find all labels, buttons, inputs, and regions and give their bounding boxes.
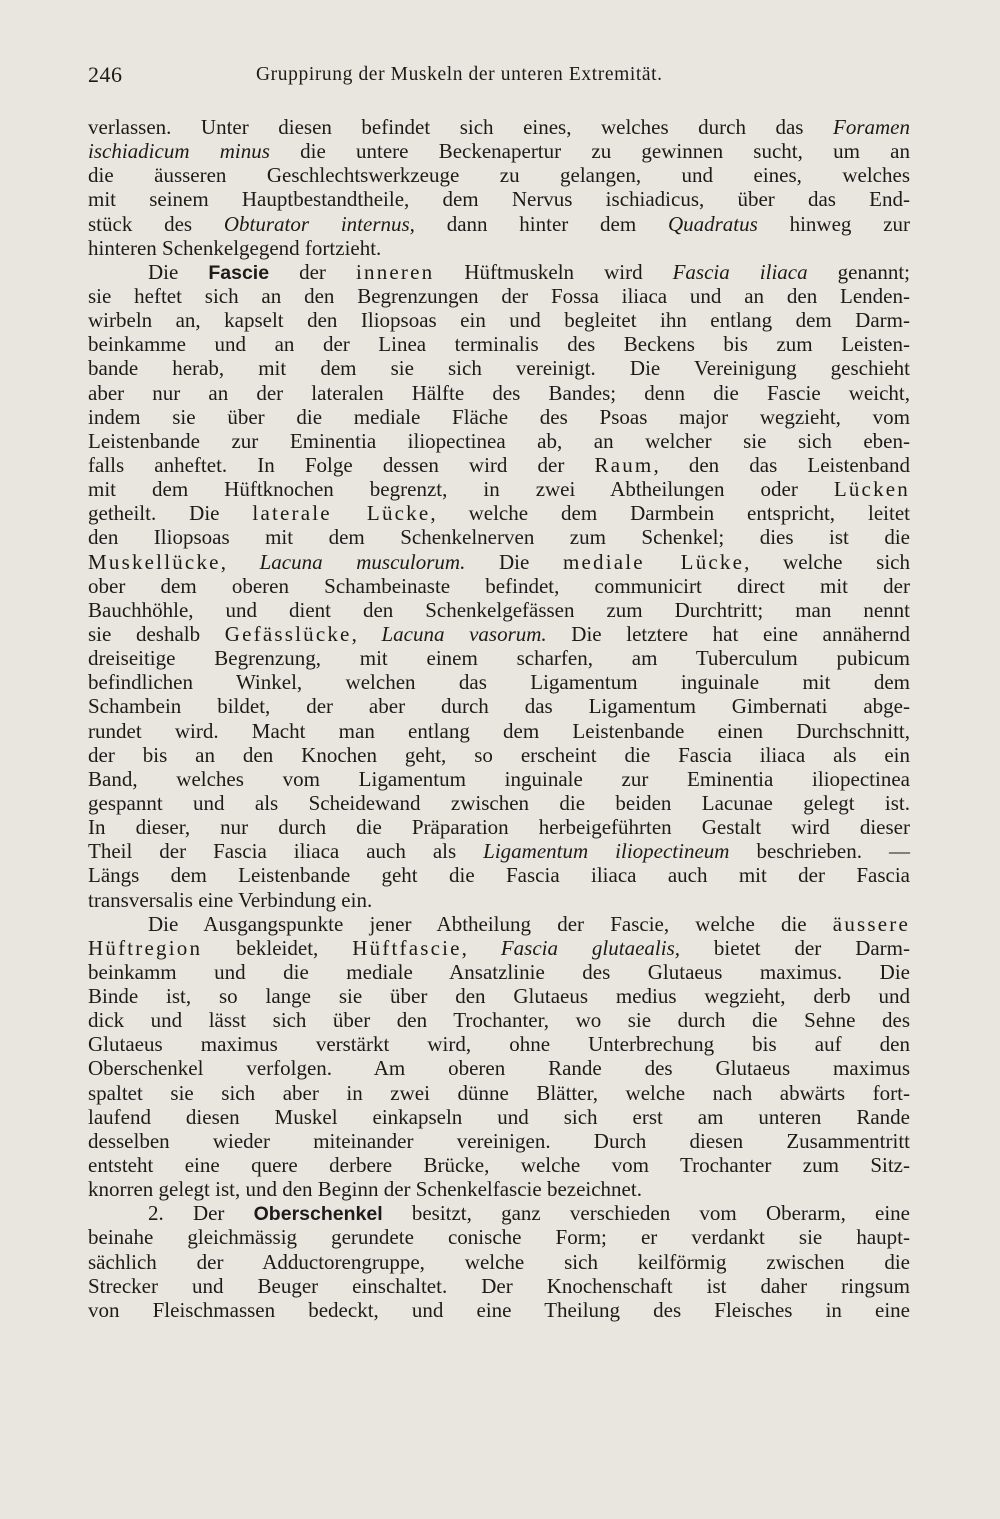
text-line (88, 670, 910, 694)
bold-term: Oberschenkel (253, 1203, 383, 1226)
spaced-term: inneren (355, 259, 435, 284)
text-line (88, 574, 910, 598)
text-line (88, 356, 910, 380)
text-line (88, 936, 910, 960)
spaced-term: Muskellücke (88, 549, 221, 574)
text-run: Die Ausgangspunkte jener Abtheilung der Fascie, welche die (148, 911, 833, 936)
text-run: , den das Leistenband (653, 452, 910, 477)
italic-term: Fascia glutaealis, (500, 935, 680, 960)
italic-term: Quadratus (667, 211, 758, 236)
text-run: transversalis eine Verbindung ein. (88, 887, 373, 912)
text-line (88, 1250, 910, 1274)
text-run: laufend diesen Muskel einkapseln und sich erst am unteren Rande (88, 1104, 910, 1129)
spaced-term: äussere (832, 911, 910, 936)
text-line (88, 743, 910, 767)
text-run: stück des (88, 211, 224, 236)
bold-term: Fascie (208, 261, 270, 284)
text-run: beinkamme und an der Linea terminalis des Beckens bis zum Leisten- (88, 332, 910, 357)
spaced-term: Hüftfascie (352, 935, 462, 960)
spaced-term: Hüftregion (88, 935, 203, 960)
text-run: indem sie über die mediale Fläche des Psoas major wegzieht, vom (88, 404, 910, 429)
text-run: dreiseitige Begrenzung, mit einem scharfen, am Tuberculum pubicum (88, 646, 910, 671)
spaced-term: Raum (594, 452, 654, 477)
text-run: die untere Beckenapertur zu gewinnen sucht, um an (269, 139, 910, 164)
text-line (88, 381, 910, 405)
text-run: , welche sich (744, 549, 910, 574)
text-run: hinteren Schenkelgegend fortzieht. (88, 235, 382, 260)
text-run: Schambein bildet, der aber durch das Ligamentum Gimbernati abge- (88, 694, 910, 719)
text-line (88, 694, 910, 718)
text-run: , (220, 549, 260, 574)
text-line (88, 453, 910, 477)
text-run: knorren gelegt ist, und den Beginn der Schenkelfascie bezeichnet. (88, 1177, 642, 1202)
text-line (88, 115, 910, 139)
text-run: beschrieben. — (729, 839, 910, 864)
text-line (88, 839, 910, 863)
text-run: bande herab, mit dem sie sich vereinigt. Die Vereinigung geschieht (88, 356, 910, 381)
spaced-term: Lücken (833, 477, 910, 502)
text-run: dick und lässt sich über den Trochanter, wo sie durch die Sehne des (88, 1008, 910, 1033)
text-run: hinweg zur (757, 211, 911, 236)
text-run: verlassen. Unter diesen befindet sich eines, welches durch das (88, 115, 833, 139)
text-line (88, 236, 910, 260)
text-line (88, 501, 910, 525)
text-run: sächlich der Adductorengruppe, welche sich keilförmig zwischen die (88, 1249, 910, 1274)
text-run: bietet der Darm- (680, 935, 910, 960)
text-run: ober dem oberen Schambeinaste befindet, communicirt direct mit der (88, 573, 910, 598)
text-line (88, 212, 910, 236)
text-run: von Fleischmassen bedeckt, und eine Theilung des Fleisches in eine (88, 1297, 910, 1322)
text-line (88, 1105, 910, 1129)
text-run: , (351, 621, 382, 646)
text-run: der bis an den Knochen geht, so erscheint die Fascia iliaca als ein (88, 742, 910, 767)
text-run: Bauchhöhle, und dient den Schenkelgefässen zum Durchtritt; man nennt (88, 597, 910, 622)
running-head: Gruppirung der Muskeln der unteren Extremität. (256, 64, 663, 85)
text-run: befindlichen Winkel, welchen das Ligamentum inguinale mit dem (88, 670, 910, 695)
text-line (88, 1177, 910, 1201)
text-run: sie heftet sich an den Begrenzungen der Fossa iliaca und an den Lenden- (88, 283, 910, 308)
text-line (88, 646, 910, 670)
text-line (88, 1081, 910, 1105)
text-line (88, 719, 910, 743)
text-run: entsteht eine quere derbere Brücke, welche vom Trochanter zum Sitz- (88, 1153, 910, 1178)
text-run: Leistenbande zur Eminentia iliopectinea ab, an welcher sie sich eben- (88, 428, 910, 453)
text-run: 2. Der (148, 1201, 254, 1226)
text-line (88, 139, 910, 163)
text-run: Die (148, 259, 209, 284)
page-number: 246 (88, 62, 123, 87)
text-line (88, 1056, 910, 1080)
text-run: desselben wieder miteinander vereinigen. Durch diesen Zusammentritt (88, 1128, 910, 1153)
text-line (88, 550, 910, 574)
text-run: mit seinem Hauptbestandtheile, dem Nervus ischiadicus, über das End- (88, 187, 910, 212)
text-run: Längs dem Leistenbande geht die Fascia iliaca auch mit der Fascia (88, 863, 910, 888)
text-line (88, 1129, 910, 1153)
text-run: mit dem Hüftknochen begrenzt, in zwei Abtheilungen oder (88, 477, 834, 502)
text-run: der (269, 259, 356, 284)
text-line (88, 984, 910, 1008)
text-run: Binde ist, so lange sie über den Glutaeus medius wegzieht, derb und (88, 984, 910, 1009)
text-line (88, 332, 910, 356)
italic-term: ischiadicum minus (88, 139, 270, 164)
text-line (88, 960, 910, 984)
text-line (88, 284, 910, 308)
text-line (88, 1274, 910, 1298)
text-line (88, 1032, 910, 1056)
text-line (88, 308, 910, 332)
text-line (88, 815, 910, 839)
text-run: Theil der Fascia iliaca auch als (88, 839, 484, 864)
text-run: Strecker und Beuger einschaltet. Der Knochenschaft ist daher ringsum (88, 1273, 910, 1298)
text-line (88, 1298, 910, 1322)
text-run: beinahe gleichmässig gerundete conische Form; er verdankt sie haupt- (88, 1225, 910, 1250)
text-line (88, 791, 910, 815)
text-run: Hüftmuskeln wird (434, 259, 673, 284)
italic-term: Fascia iliaca (672, 259, 808, 284)
text-run: , welche dem Darmbein entspricht, leitet (430, 501, 910, 526)
italic-term: Ligamentum iliopectineum (483, 839, 730, 864)
text-line (88, 260, 910, 284)
text-run: spaltet sie sich aber in zwei dünne Blätter, welche nach abwärts fort- (88, 1080, 910, 1105)
text-run: getheilt. Die (88, 501, 253, 526)
italic-term: Lacuna vasorum. (381, 621, 547, 646)
text-run: Band, welches vom Ligamentum inguinale zur Eminentia iliopectinea (88, 766, 910, 791)
text-line (88, 1225, 910, 1249)
text-run: beinkamm und die mediale Ansatzlinie des Glutaeus maximus. Die (88, 959, 910, 984)
text-run: Die letztere hat eine annähernd (546, 621, 911, 646)
text-run: die äusseren Geschlechtswerkzeuge zu gelangen, und eines, welches (88, 163, 910, 188)
text-line (88, 1153, 910, 1177)
text-run: wirbeln an, kapselt den Iliopsoas ein und begleitet ihn entlang dem Darm- (88, 308, 910, 333)
text-run: dann hinter dem (414, 211, 668, 236)
text-line (88, 163, 910, 187)
body-text (88, 115, 910, 1322)
text-line (88, 863, 910, 887)
italic-term: Obturator internus, (223, 211, 415, 236)
text-run: Oberschenkel verfolgen. Am oberen Rande des Glutaeus maximus (88, 1056, 910, 1081)
text-line (88, 1201, 910, 1225)
text-line (88, 767, 910, 791)
text-line (88, 477, 910, 501)
italic-term: Foramen (833, 115, 910, 139)
text-line (88, 525, 910, 549)
spaced-term: Gefässlücke (224, 621, 352, 646)
text-run: besitzt, ganz verschieden vom Oberarm, eine (382, 1201, 911, 1226)
text-run: Die (465, 549, 563, 574)
text-line (88, 187, 910, 211)
spaced-term: mediale Lücke (562, 549, 745, 574)
text-run: rundet wird. Macht man entlang dem Leistenbande einen Durchschnitt, (88, 718, 910, 743)
text-run: sie deshalb (88, 621, 225, 646)
italic-term: Lacuna musculorum. (259, 549, 466, 574)
text-line (88, 888, 910, 912)
text-line (88, 598, 910, 622)
text-run: den Iliopsoas mit dem Schenkelnerven zum Schenkel; dies ist die (88, 525, 910, 550)
text-line (88, 1008, 910, 1032)
text-line (88, 405, 910, 429)
text-run: gespannt und als Scheidewand zwischen die beiden Lacunae gelegt ist. (88, 790, 910, 815)
text-run: falls anheftet. In Folge dessen wird der (88, 452, 595, 477)
text-run: , (461, 935, 501, 960)
text-run: bekleidet, (202, 935, 353, 960)
text-run: aber nur an der lateralen Hälfte des Bandes; denn die Fascie weicht, (88, 380, 910, 405)
text-run: Glutaeus maximus verstärkt wird, ohne Unterbrechung bis auf den (88, 1032, 910, 1057)
text-line (88, 622, 910, 646)
page-header (88, 62, 910, 92)
text-line (88, 429, 910, 453)
text-line (88, 912, 910, 936)
text-run: In dieser, nur durch die Präparation herbeigeführten Gestalt wird dieser (88, 815, 910, 840)
spaced-term: laterale Lücke (252, 501, 431, 526)
text-run: genannt; (807, 259, 910, 284)
